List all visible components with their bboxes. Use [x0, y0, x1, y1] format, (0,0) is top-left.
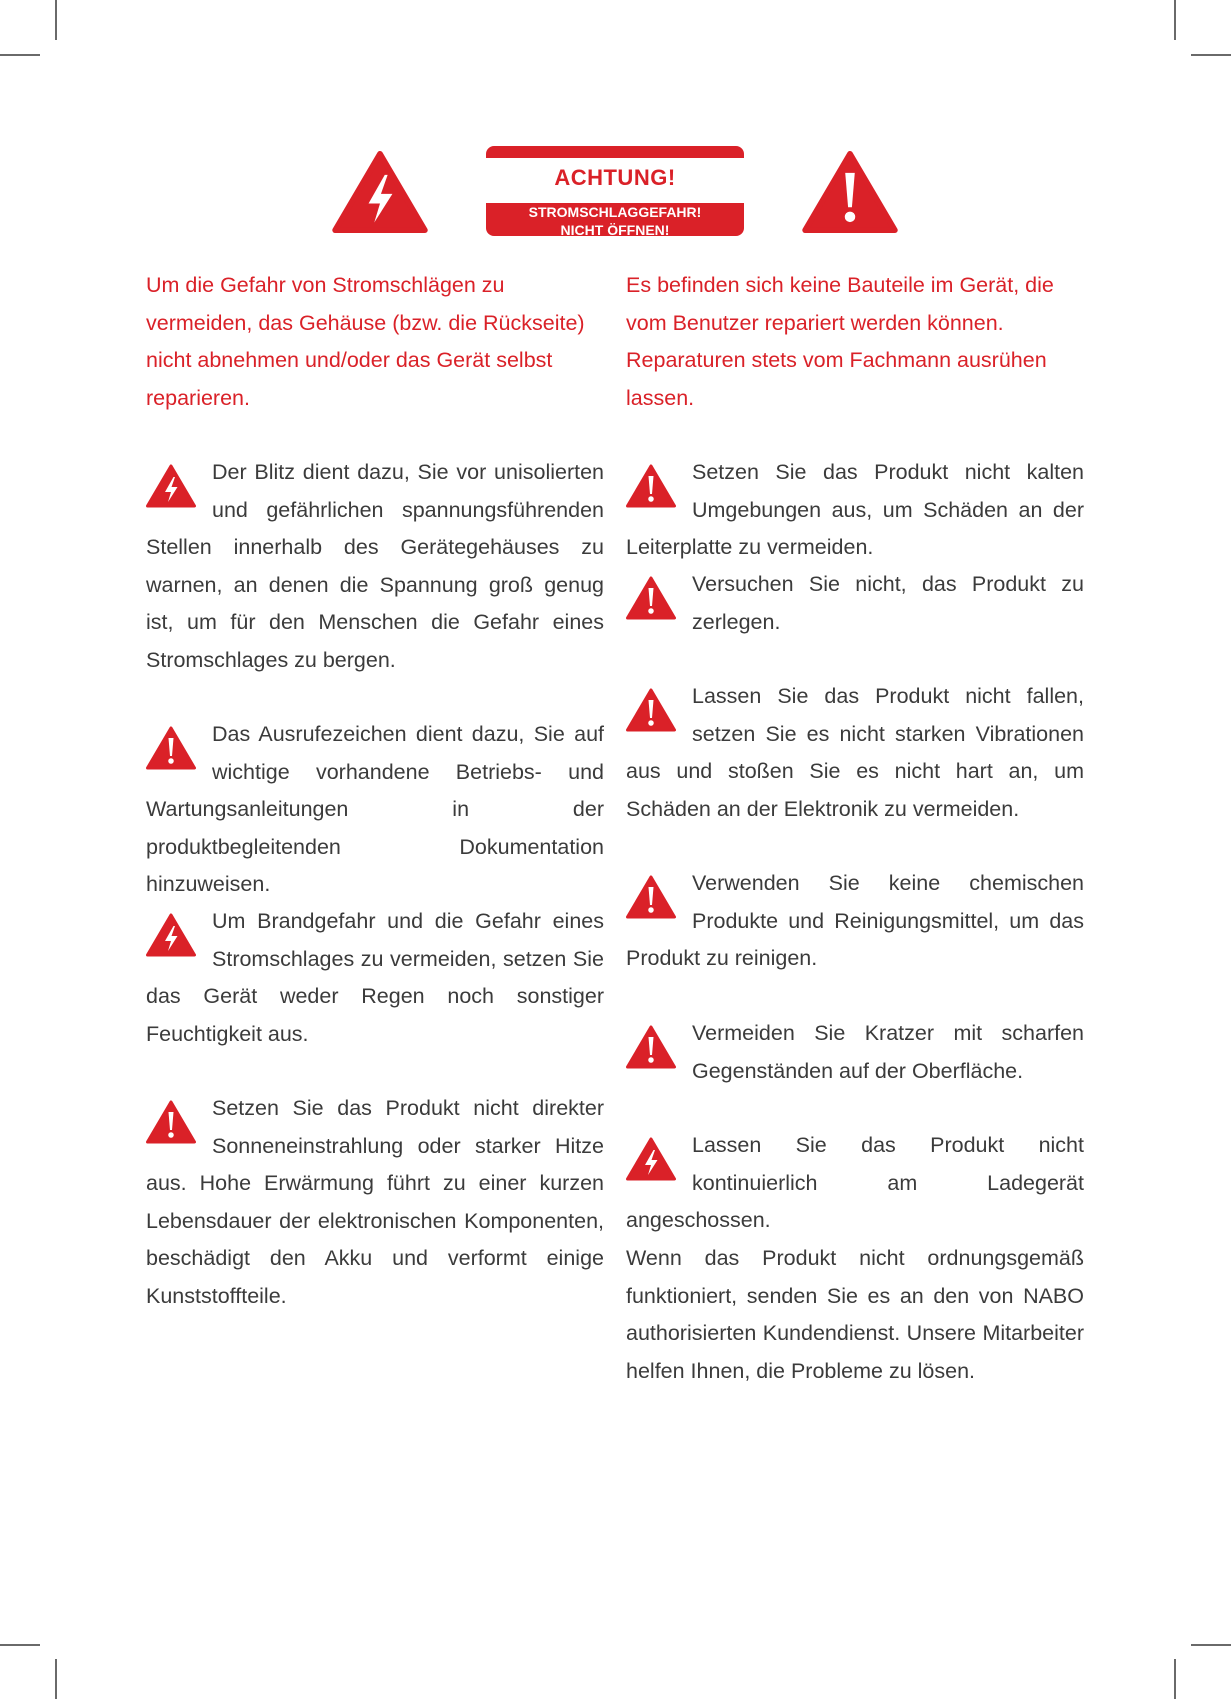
warning-text: Um Brandgefahr und die Gefahr eines Stromschlages zu vermeiden, setzen Sie das Gerät weder Regen noch sonstiger Feuchtigkeit aus.: [146, 909, 604, 1046]
crop-mark: [1174, 1659, 1176, 1699]
warning-text: Verwenden Sie keine chemischen Produkte und Reinigungsmittel, um das Produkt zu reinigen.: [626, 871, 1084, 970]
warning-text: Setzen Sie das Produkt nicht direkter Sonneneinstrahlung oder starker Hitze aus. Hohe Erwärmung führt zu einer kurzen Lebensdauer der elektronischen Komponenten, beschädigt den Akku und verformt einige Kunststoffteile.: [146, 1096, 604, 1308]
closing-paragraph: Wenn das Produkt nicht ordnungsgemäß funktioniert, senden Sie es an den von NABO authorisierten Kundendienst. Unsere Mitarbeiter helfen Ihnen, die Probleme zu lösen.: [626, 1246, 1084, 1383]
lightning-warning-icon: [146, 912, 196, 958]
crop-mark: [0, 1644, 40, 1646]
exclamation-warning-icon: [626, 874, 676, 920]
warning-paragraph: [146, 1090, 604, 1315]
crop-mark: [55, 0, 57, 40]
banner-line-2: NICHT ÖFFNEN!: [560, 222, 670, 236]
warning-text: Lassen Sie das Produkt nicht fallen, setzen Sie es nicht starken Vibrationen aus und stoßen Sie es nicht hart an, um Schäden an der Elektronik zu vermeiden.: [626, 684, 1084, 821]
lightning-warning-icon: [146, 463, 196, 509]
lightning-warning-icon: [332, 150, 428, 234]
warning-paragraph: [626, 454, 1084, 567]
warning-paragraph: [626, 1015, 1084, 1090]
intro-left-text: Um die Gefahr von Stromschlägen zu vermeiden, das Gehäuse (bzw. die Rückseite) nicht abnehmen und/oder das Gerät selbst reparieren.: [146, 273, 585, 410]
warning-text: Das Ausrufezeichen dient dazu, Sie auf wichtige vorhandene Betriebs- und Wartungsanleitungen in der produktbegleitenden Dokumentation hinzuweisen.: [146, 722, 604, 896]
exclamation-warning-icon: [802, 150, 898, 234]
warning-paragraph: [626, 865, 1084, 978]
banner-line-1: STROMSCHLAGGEFAHR!: [528, 204, 702, 220]
crop-mark: [1191, 54, 1231, 56]
warning-paragraph: [626, 566, 1084, 641]
warning-text: Lassen Sie das Produkt nicht kontinuierlich am Ladegerät angeschossen.: [626, 1133, 1084, 1232]
exclamation-warning-icon: [626, 1024, 676, 1070]
exclamation-warning-icon: [626, 463, 676, 509]
warning-paragraph: [626, 1127, 1084, 1240]
warning-banner: [486, 146, 744, 236]
exclamation-warning-icon: [626, 575, 676, 621]
crop-mark: [0, 54, 40, 56]
crop-mark: [55, 1659, 57, 1699]
warning-paragraph: [146, 716, 604, 904]
exclamation-warning-icon: [146, 1099, 196, 1145]
banner-title: ACHTUNG!: [486, 158, 744, 203]
intro-right-text: Es befinden sich keine Bauteile im Gerät, die vom Benutzer repariert werden können. Reparaturen stets vom Fachmann ausrühen lassen.: [626, 273, 1054, 410]
warning-paragraph: [626, 678, 1084, 828]
warning-text: Vermeiden Sie Kratzer mit scharfen Gegenständen auf der Oberfläche.: [692, 1021, 1084, 1083]
exclamation-warning-icon: [146, 725, 196, 771]
warning-text: Versuchen Sie nicht, das Produkt zu zerlegen.: [692, 572, 1084, 634]
warning-text: Der Blitz dient dazu, Sie vor unisolierten und gefährlichen spannungsführenden Stellen innerhalb des Gerätegehäuses zu warnen, an denen die Spannung groß genug ist, um für den Menschen die Gefahr eines Stromschlages zu bergen.: [146, 460, 604, 672]
lightning-warning-icon: [626, 1136, 676, 1182]
warning-paragraph: [146, 903, 604, 1053]
crop-mark: [1174, 0, 1176, 40]
warning-text: Setzen Sie das Produkt nicht kalten Umgebungen aus, um Schäden an der Leiterplatte zu vermeiden.: [626, 460, 1084, 559]
exclamation-warning-icon: [626, 687, 676, 733]
warning-paragraph: [146, 454, 604, 679]
crop-mark: [1191, 1644, 1231, 1646]
